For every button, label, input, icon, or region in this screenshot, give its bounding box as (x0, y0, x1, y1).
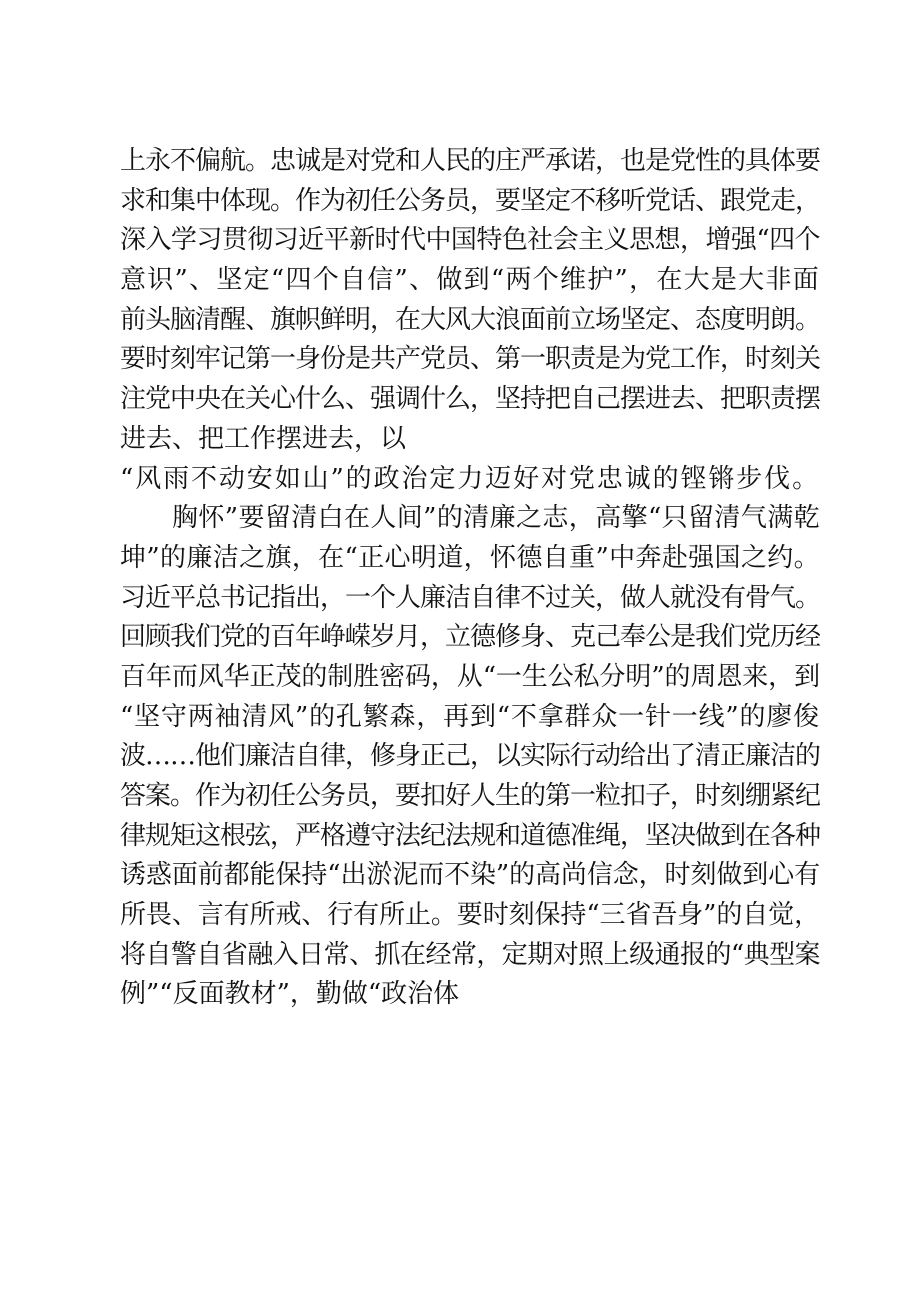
text-line: 胸怀”要留清白在人间”的清廉之志，高擎“只留清气满乾 (172, 503, 820, 534)
text-line: 例”“反面教材”，勤做“政治体 (120, 979, 460, 1010)
text-line: 前头脑清醒、旗帜鲜明，在大风大浪面前立场坚定、态度明朗。 (120, 304, 820, 335)
paragraph (120, 499, 820, 1015)
paragraph (120, 142, 820, 460)
text-line: 要时刻牢记第一身份是共产党员、第一职责是为党工作，时刻关 (120, 344, 820, 375)
text-line: “坚守两袖清风”的孔繁森，再到“不拿群众一针一线”的廖俊 (120, 701, 820, 732)
paragraph (120, 460, 820, 500)
text-line: 上永不偏航。忠诚是对党和人民的庄严承诺，也是党性的具体要 (120, 146, 820, 176)
text-line: 波……他们廉洁自律，修身正己，以实际行动给出了清正廉洁的 (120, 741, 820, 772)
text-line: 诱惑面前都能保持“出淤泥而不染”的高尚信念，时刻做到心有 (120, 860, 820, 891)
text-line: 求和集中体现。作为初任公务员，要坚定不移听党话、跟党走， (120, 185, 820, 216)
text-line: 回顾我们党的百年峥嵘岁月，立德修身、克己奉公是我们党历经 (120, 622, 820, 653)
text-line: 所畏、言有所戒、行有所止。要时刻保持“三省吾身”的自觉， (120, 900, 820, 931)
text-line: 进去、把工作摆进去，以 (120, 423, 407, 454)
text-line: 注党中央在关心什么、强调什么，坚持把自己摆进去、把职责摆 (120, 384, 820, 415)
text-line: 律规矩这根弦，严格遵守法纪法规和道德准绳，坚决做到在各种 (120, 820, 820, 851)
text-line: 坤”的廉洁之旗，在“正心明道，怀德自重”中奔赴强国之约。 (120, 542, 820, 573)
text-line: 将自警自省融入日常、抓在经常，定期对照上级通报的“典型案 (120, 939, 821, 970)
text-line: 习近平总书记指出，一个人廉洁自律不过关，做人就没有骨气。 (120, 582, 820, 613)
text-line: “风雨不动安如山”的政治定力迈好对党忠诚的铿锵步伐。 (120, 463, 820, 494)
text-line: 百年而风华正茂的制胜密码，从“一生公私分明”的周恩来，到 (120, 661, 820, 692)
text-line: 答案。作为初任公务员，要扣好人生的第一粒扣子，时刻绷紧纪 (120, 781, 820, 811)
text-line: 深入学习贯彻习近平新时代中国特色社会主义思想，增强“四个 (120, 225, 821, 256)
document-body-text (120, 142, 820, 1015)
text-line: 意识”、坚定“四个自信”、做到“两个维护”，在大是大非面 (120, 265, 820, 296)
